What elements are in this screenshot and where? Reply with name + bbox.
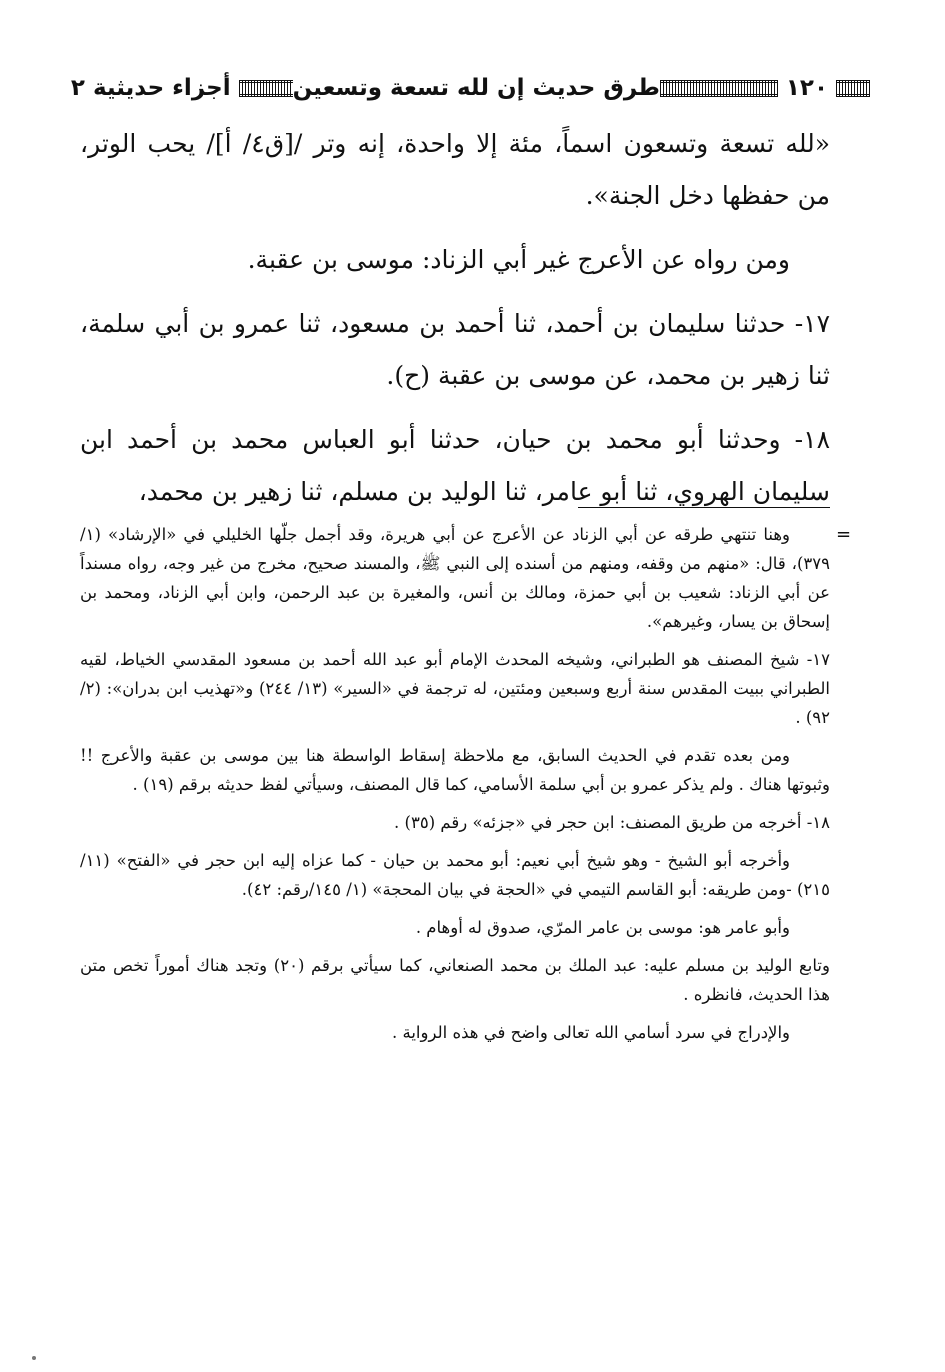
footnote-continuation-mark: = bbox=[836, 524, 852, 545]
running-header bbox=[70, 66, 870, 110]
header-ornament-center bbox=[660, 80, 778, 97]
footnote-separator bbox=[578, 507, 830, 508]
footnote-17: ١٧- شيخ المصنف هو الطبراني، وشيخه المحدث الإمام أبو عبد الله أحمد بن مسعود المقدسي الخياط، لقيه الطبراني ببيت المقدس سنة أربع وسبعين ومئتين، له ترجمة في «السير» (١٣/ ٢٤٤) و«تهذيب ابن بدران»: (٢/ ٩٢) . bbox=[80, 650, 830, 727]
footnote-continued: وهنا تنتهي طرقه عن أبي الزناد عن الأعرج عن أبي هريرة، وقد أجمل جلّها الخليلي في «الإرشاد» (١/ ٣٧٩)، قال: «منهم من وقفه، ومنهم من أسنده إلى النبي ﷺ، والمسند صحيح، مخرج من غير وجه، رواه مسنداً عن أبي الزناد: شعيب بن أبي حمزة، ومالك بن أنس، والمغيرة بن عبد الرحمن، وابن أبي الزناد، ومحمد بن إسحاق بن يسار، وغيرهم». bbox=[80, 525, 831, 631]
footnotes bbox=[80, 520, 830, 1047]
footnote-17-continued: ومن بعده تقدم في الحديث السابق، مع ملاحظة إسقاط الواسطة هنا بين موسى بن عقبة والأعرج !! وثبوتها هناك . ولم يذكر عمرو بن أبي سلمة الأسامي، كما قال المصنف، وسيأتي لفظ حديثه برقم (١٩) . bbox=[80, 746, 830, 794]
hadith-text-continuation: «لله تسعة وتسعون اسماً، مئة إلا واحدة، إنه وتر /[ق٤/ أ]/ يحب الوتر، من حفظها دخل الجنة». bbox=[80, 129, 831, 210]
footnote-18-abu-alshaykh: وأخرجه أبو الشيخ - وهو شيخ أبي نعيم: أبو محمد بن حيان - كما عزاه إليه ابن حجر في «الفتح» (١١/ ٢١٥) -ومن طريقه: أبو القاسم التيمي في «الحجة في بيان المحجة» (١/ ١٤٥/رقم: ٤٢). bbox=[80, 851, 830, 899]
header-ornament-right bbox=[239, 80, 293, 97]
header-series-group bbox=[71, 75, 293, 101]
chapter-title: طرق حديث إن لله تسعة وتسعين bbox=[292, 75, 660, 101]
footnote-18-abu-amir: وأبو عامر هو: موسى بن عامر المرّي، صدوق له أوهام . bbox=[415, 918, 790, 937]
isnad-17: ١٧- حدثنا سليمان بن أحمد، ثنا أحمد بن مسعود، ثنا عمرو بن أبي سلمة، ثنا زهير بن محمد، عن موسى بن عقبة (ح). bbox=[80, 309, 830, 390]
footnote-18: ١٨- أخرجه من طريق المصنف: ابن حجر في «جزئه» رقم (٣٥) . bbox=[394, 813, 830, 832]
footnote-18-idraj: والإدراج في سرد أسامي الله تعالى واضح في هذه الرواية . bbox=[392, 1023, 790, 1042]
narrators-intro: ومن رواه عن الأعرج غير أبي الزناد: موسى بن عقبة. bbox=[247, 245, 790, 274]
page-number: ١٢٠ bbox=[785, 75, 828, 101]
page-number-group bbox=[660, 75, 870, 101]
book-series-title: أجزاء حديثية ٢ bbox=[70, 75, 231, 101]
main-text bbox=[80, 118, 830, 518]
footnote-18-mutaba: وتابع الوليد بن مسلم عليه: عبد الملك بن محمد الصنعاني، كما سيأتي برقم (٢٠) وتجد هناك أموراً تخص متن هذا الحديث، فانظره . bbox=[80, 956, 830, 1004]
scan-speck bbox=[32, 1356, 36, 1360]
header-ornament-left bbox=[836, 80, 870, 97]
isnad-18: ١٨- وحدثنا أبو محمد بن حيان، حدثنا أبو العباس محمد بن أحمد ابن سليمان الهروي، ثنا أبو عامر، ثنا الوليد بن مسلم، ثنا زهير بن محمد، bbox=[80, 425, 830, 506]
header-title-group bbox=[293, 75, 660, 101]
